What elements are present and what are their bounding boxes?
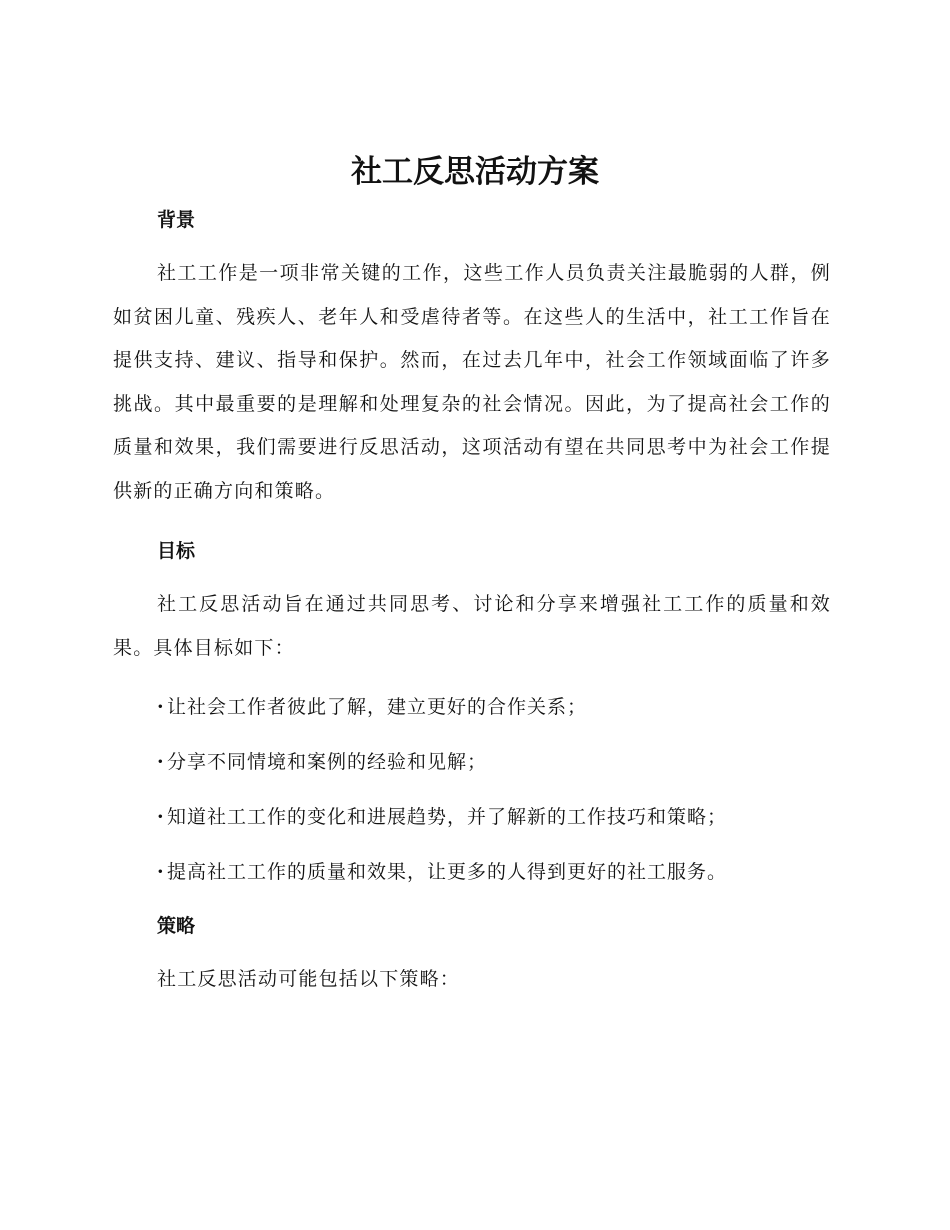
bullet-dot: · (157, 861, 165, 883)
goal-bullet-text: 提高社工工作的质量和效果，让更多的人得到更好的社工服务。 (167, 861, 728, 883)
goal-bullet-item (157, 692, 831, 722)
section-heading-background: 背景 (157, 209, 196, 231)
goal-bullet-text: 让社会工作者彼此了解，建立更好的合作关系； (167, 696, 588, 718)
document-title: 社工反思活动方案 (351, 154, 599, 190)
goal-bullet-item (157, 857, 831, 887)
background-paragraph: 社工工作是一项非常关键的工作，这些工作人员负责关注最脆弱的人群，例如贫困儿童、残疾人、老年人和受虐待者等。在这些人的生活中，社工工作旨在提供支持、建议、指导和保护。然而，在过去几年中，社会工作领域面临了许多挑战。其中最重要的是理解和处理复杂的社会情况。因此，为了提高社会工作的质量和效果，我们需要进行反思活动，这项活动有望在共同思考中为社会工作提供新的正确方向和策略。 (113, 262, 831, 502)
bullet-dot: · (157, 806, 165, 828)
bullet-dot: · (157, 696, 165, 718)
bullet-dot: · (157, 751, 165, 773)
goal-bullet-text: 分享不同情境和案例的经验和见解； (167, 751, 488, 773)
goal-bullet-item (157, 747, 831, 777)
goals-paragraph: 社工反思活动旨在通过共同思考、讨论和分享来增强社工工作的质量和效果。具体目标如下： (113, 593, 831, 659)
section-heading-goals: 目标 (157, 540, 196, 562)
strategy-paragraph: 社工反思活动可能包括以下策略： (157, 968, 461, 990)
goal-bullet-text: 知道社工工作的变化和进展趋势，并了解新的工作技巧和策略； (167, 806, 728, 828)
goal-bullet-item (157, 802, 831, 832)
section-heading-strategy: 策略 (157, 915, 196, 937)
document-body (113, 200, 831, 1002)
